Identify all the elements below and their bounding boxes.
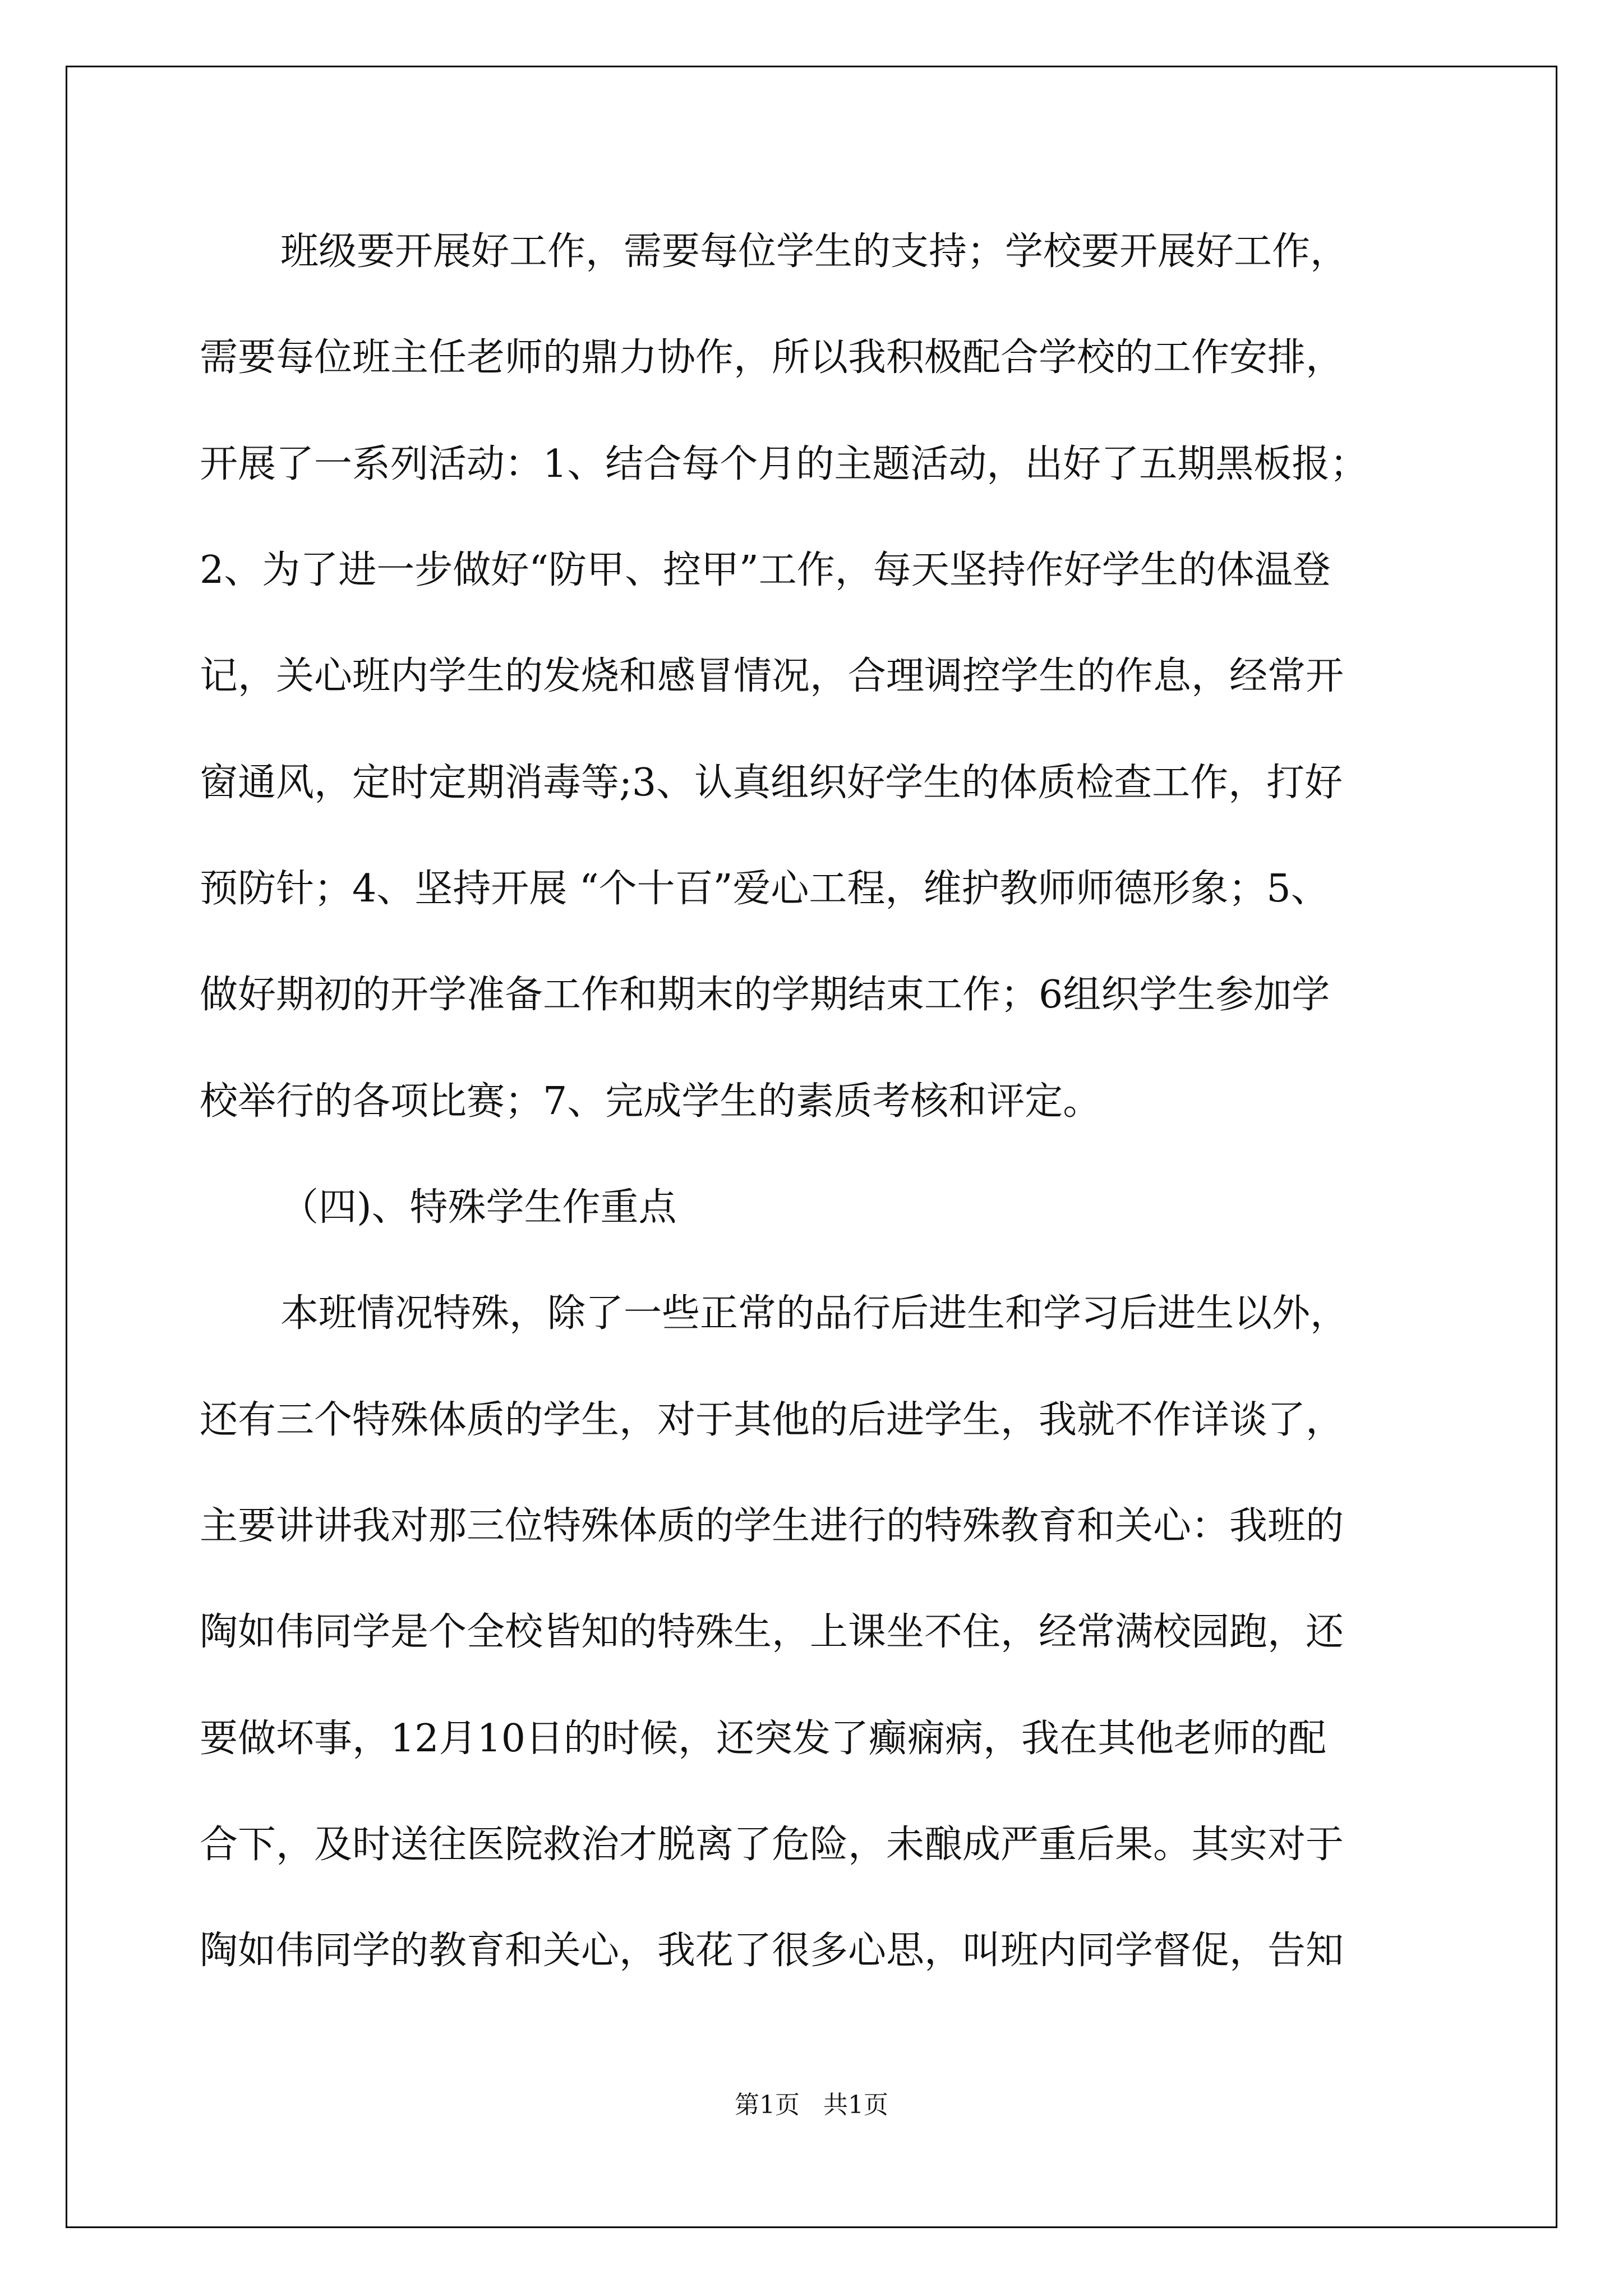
page-border [66, 66, 1557, 2228]
section-heading: （四)、特殊学生作重点 [280, 1185, 677, 1230]
paragraph-line: 预防针；4、坚持开展 “个十百”爱心工程，维护教师师德形象；5、 [200, 867, 1329, 911]
paragraph-line: 2、为了进一步做好“防甲、控甲”工作，每天坚持作好学生的体温登 [200, 548, 1331, 592]
page-number-footer: 第1页 共1页 [735, 2091, 888, 2119]
paragraph-line: 陶如伟同学是个全校皆知的特殊生，上课坐不住，经常满校园跑，还 [200, 1610, 1344, 1654]
paragraph-line: 需要每位班主任老师的鼎力协作，所以我积极配合学校的工作安排， [200, 335, 1344, 380]
paragraph-line: 窗通风，定时定期消毒等;3、认真组织好学生的体质检查工作，打好 [200, 761, 1343, 805]
paragraph-line: 班级要开展好工作，需要每位学生的支持；学校要开展好工作， [280, 229, 1349, 274]
paragraph-line: 要做坏事，12月10日的时候，还突发了癫痫病，我在其他老师的配 [200, 1717, 1327, 1761]
paragraph-line: 主要讲讲我对那三位特殊体质的学生进行的特殊教育和关心：我班的 [200, 1504, 1344, 1548]
paragraph-line: 合下，及时送往医院救治才脱离了危险，未酿成严重后果。其实对于 [200, 1823, 1344, 1867]
paragraph-line: 校举行的各项比赛；7、完成学生的素质考核和评定。 [200, 1079, 1101, 1124]
paragraph-line: 本班情况特殊，除了一些正常的品行后进生和学习后进生以外， [280, 1291, 1349, 1336]
paragraph-line: 做好期初的开学准备工作和期末的学期结束工作；6组织学生参加学 [200, 973, 1330, 1017]
paragraph-line: 开展了一系列活动：1、结合每个月的主题活动，出好了五期黑板报； [200, 442, 1368, 486]
paragraph-line: 还有三个特殊体质的学生，对于其他的后进学生，我就不作详谈了， [200, 1398, 1344, 1442]
paragraph-line: 记，关心班内学生的发烧和感冒情况，合理调控学生的作息，经常开 [200, 654, 1344, 698]
paragraph-line: 陶如伟同学的教育和关心，我花了很多心思，叫班内同学督促，告知 [200, 1929, 1344, 1973]
